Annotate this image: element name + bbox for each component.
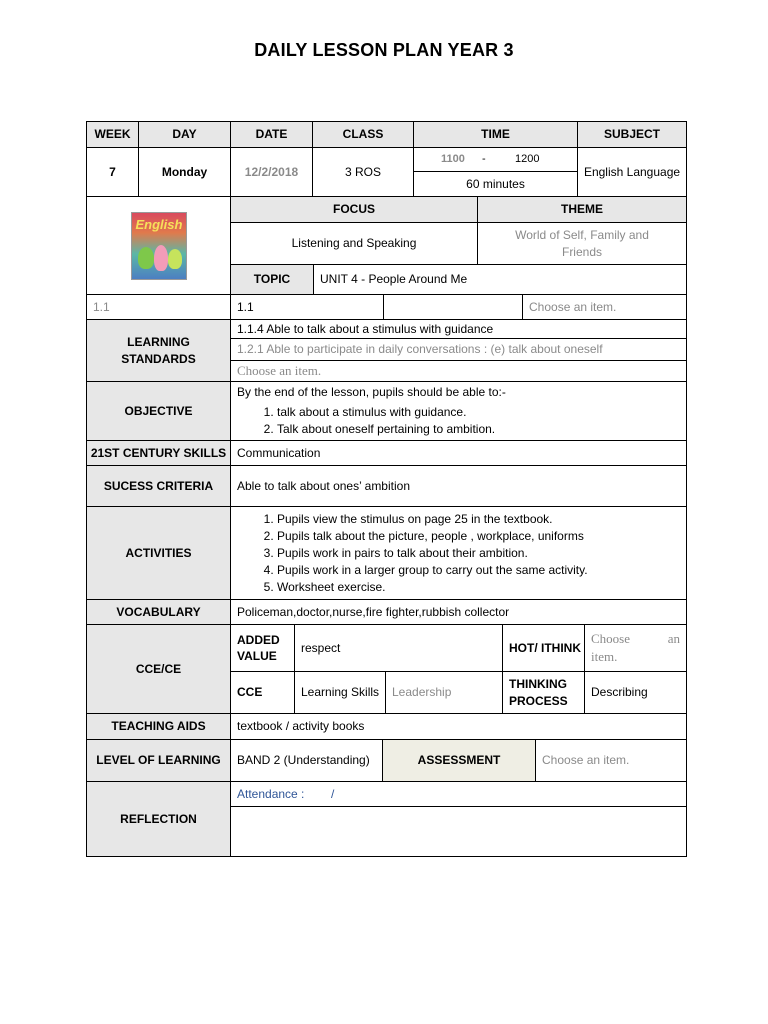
theme-value[interactable]: World of Self, Family and Friends	[477, 222, 687, 265]
level-of-learning-value[interactable]: BAND 2 (Understanding)	[230, 739, 383, 782]
activities-label: ACTIVITIES	[86, 506, 231, 600]
hot-ithink-label: HOT/ ITHINK	[502, 624, 585, 672]
learning-standard-item-2[interactable]: 1.2.1 Able to participate in daily conversations : (e) talk about oneself	[230, 338, 687, 361]
cce-label: CCE/CE	[86, 624, 231, 714]
class-value[interactable]: 3 ROS	[312, 147, 414, 197]
objective-label: OBJECTIVE	[86, 381, 231, 441]
cce-sub-label: CCE	[230, 671, 295, 714]
reflection-label: REFLECTION	[86, 781, 231, 857]
learning-standard-choose-dropdown[interactable]: Choose an item.	[230, 360, 687, 382]
standard-main[interactable]: 1.1	[230, 294, 384, 320]
cce-value-learning-skills[interactable]: Learning Skills	[294, 671, 386, 714]
activity-item: 5. Worksheet exercise.	[277, 579, 588, 595]
thinking-process-label: THINKING PROCESS	[502, 671, 585, 714]
header-time: TIME	[413, 121, 578, 148]
objective-item: 1. talk about a stimulus with guidance.	[277, 404, 495, 420]
book-cover-cell	[86, 196, 231, 295]
activity-item: 4. Pupils work in a larger group to carry out the same activity.	[277, 562, 588, 578]
objective-intro: By the end of the lesson, pupils should be able to:-	[237, 384, 506, 399]
header-date: DATE	[230, 121, 313, 148]
header-week: WEEK	[86, 121, 139, 148]
day-value[interactable]: Monday	[138, 147, 231, 197]
hot-ithink-choose-dropdown[interactable]: Choose an item.	[584, 624, 687, 672]
added-value-label: ADDED VALUE	[230, 624, 295, 672]
teaching-aids-label: TEACHING AIDS	[86, 713, 231, 740]
objective-item: 2. Talk about oneself pertaining to ambition.	[277, 421, 495, 437]
assessment-label: ASSESSMENT	[382, 739, 536, 782]
focus-value[interactable]: Listening and Speaking	[230, 222, 478, 265]
level-of-learning-label: LEVEL OF LEARNING	[86, 739, 231, 782]
header-class: CLASS	[312, 121, 414, 148]
duration-value[interactable]: 60 minutes	[413, 171, 578, 197]
activity-item: 1. Pupils view the stimulus on page 25 in the textbook.	[277, 511, 588, 527]
reflection-notes[interactable]	[230, 806, 687, 857]
cce-value-leadership[interactable]: Leadership	[385, 671, 503, 714]
theme-label: THEME	[477, 196, 687, 223]
learning-standard-item-1[interactable]: 1.1.4 Able to talk about a stimulus with guidance	[230, 319, 687, 339]
time-range[interactable]	[413, 147, 578, 172]
week-value[interactable]: 7	[86, 147, 139, 197]
cover-title: English	[135, 216, 183, 232]
standard-code[interactable]: 1.1	[86, 294, 231, 320]
time-start: 1100	[441, 153, 465, 166]
date-value[interactable]: 12/2/2018	[230, 147, 313, 197]
success-criteria-label: SUCESS CRITERIA	[86, 465, 231, 507]
learning-standards-label: LEARNING STANDARDS	[86, 319, 231, 382]
objective-content[interactable]	[230, 381, 687, 441]
standard-choose-dropdown[interactable]: Choose an item.	[522, 294, 687, 320]
header-subject: SUBJECT	[577, 121, 687, 148]
standard-blank[interactable]	[383, 294, 523, 320]
focus-label: FOCUS	[230, 196, 478, 223]
time-end: 1200	[515, 153, 540, 166]
skills-value[interactable]: Communication	[230, 440, 687, 466]
activity-item: 2. Pupils talk about the picture, people , workplace, uniforms	[277, 528, 588, 544]
attendance-field[interactable]: Attendance : /	[230, 781, 687, 807]
page-title: DAILY LESSON PLAN YEAR 3	[254, 40, 514, 60]
subject-value[interactable]: English Language	[577, 147, 687, 197]
time-separator: -	[482, 153, 486, 166]
activities-content[interactable]	[230, 506, 687, 600]
thinking-process-value[interactable]: Describing	[584, 671, 687, 714]
vocabulary-label: VOCABULARY	[86, 599, 231, 625]
teaching-aids-value[interactable]: textbook / activity books	[230, 713, 687, 740]
added-value-value[interactable]: respect	[294, 624, 503, 672]
success-criteria-value[interactable]: Able to talk about ones’ ambition	[230, 465, 687, 507]
header-day: DAY	[138, 121, 231, 148]
topic-value[interactable]: UNIT 4 - People Around Me	[313, 264, 687, 295]
vocabulary-value[interactable]: Policeman,doctor,nurse,fire fighter,rubbish collector	[230, 599, 687, 625]
topic-label: TOPIC	[230, 264, 314, 295]
assessment-choose-dropdown[interactable]: Choose an item.	[535, 739, 687, 782]
activity-item: 3. Pupils work in pairs to talk about their ambition.	[277, 545, 588, 561]
textbook-cover-image	[131, 212, 187, 280]
skills-label: 21ST CENTURY SKILLS	[86, 440, 231, 466]
